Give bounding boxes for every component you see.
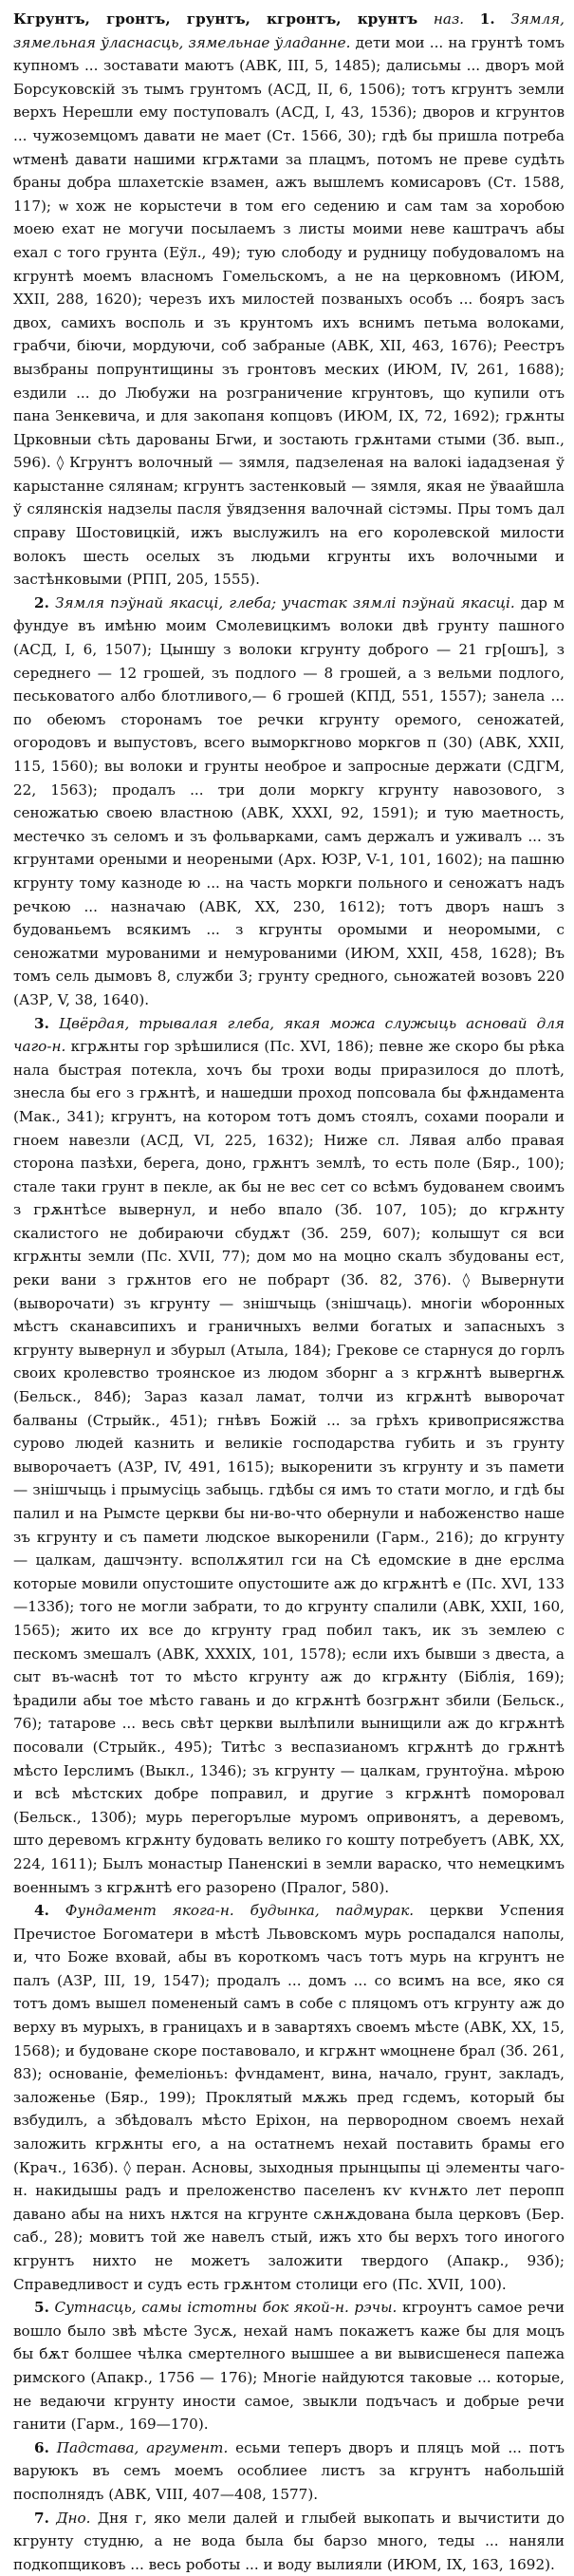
entry-paragraph-3 — [13, 1012, 565, 1900]
sense-number: 6. — [34, 2438, 49, 2456]
sense-definition: Зямля пэўнай якасці, глеба; участак зямлі пэўнай якасці. — [55, 593, 515, 611]
sense-number: 5. — [34, 2299, 49, 2317]
sense-citations: есьми теперъ дворъ и пляцъ мой ... потъ варуюкъ въ семъ моемъ особлиее листъ за кгрунтъ набольшій посполнядъ (АВК, VIII, 407—408, 1577). — [13, 2438, 565, 2503]
entry-paragraph-4 — [13, 1899, 565, 2296]
sense-number: 3. — [34, 1014, 49, 1032]
sense-definition: Цвёрдая, трывалая глеба, якая можа служыць асновай для чаго-н. — [13, 1014, 565, 1056]
entry-paragraph-5 — [13, 2296, 565, 2436]
sense-number: 2. — [34, 593, 49, 611]
sense-citations: дети мои ... на грунтѣ томъ купномъ ... зоставати маютъ (АВК, III, 5, 1485); далисьмы ... дворъ мой Борсуковскій зъ тымъ грунтомъ (АСД, II, 6, 1506); тотъ кгрунтъ земли верхъ Нерешли ему поступовалъ (АСД, I, 43, 1536); дворов и кгрунтов ... чужоземцомъ давати не мает (Ст. 1566, 30); гдѣ бы пришла потреба ѡтменѣ давати нашими кгрѫтами за плацмъ, потомъ не преве судѣть браны добра шлахетскіе взамен, ажъ вышлемъ комисаровъ (Ст. 1588, 117); ѡ хож не корыстечи в том его седению и сам там за хоробою моею ехат не могучи посылаемъ з листы моими неве каштрачъ абы ехал с того грунта (Еўл., 49); тую слободу и рудницу побудоваломъ на кгрунтѣ моемъ власномъ Гомельскомъ, а не на церковномъ (ИЮМ, XXII, 288, 1620); черезъ ихъ милостей позваныхъ особъ ... бояръ засъ двох, самихъ восполь и зъ крунтомъ ихъ вснимъ петьма волоками, грабчи, біючи, мордуючи, соб забраные (АВК, XII, 463, 1676); Реестръ вызбраны попрунтищины зъ гронтовъ меских (ИЮМ, IV, 261, 1688); ездили ... до Любужи на розграничение кгрунтовъ, що купили отъ пана Зенкевича, и для закопаня копцовъ (ИЮМ, IX, 72, 1692); грѫнты Црковныи сѣть дарованы Бгѡи, и зостають грѫнтами стыми (Зб. вып., 596). ◊ Кгрунтъ волочный — зямля, падзеленая на валокі іададзеная ў карыстанне сялянам; кгрунтъ застенковый — зямля, якая не ўваайшла ў сялянскія надзелы пасля ўвядзення валочнай сістэмы. Пры томъ дал справу Шостовицкій, ижъ выслужилъ на его королевской милости волокъ шесть оселых зъ людьми кгрунты ихъ волочными и застѣнковыми (РПП, 205, 1555). — [13, 33, 565, 589]
sense-number: 1. — [479, 10, 495, 28]
sense-citations: кгроунтъ самое речи вошло было звѣ мѣсте Зусѫ, нехай намъ покажетъ каже бы для моцъ бы бѫт болшее чѣлка смертелного вышшее а ви вывисшенеся папежа римского (Апакр., 1756 — 176); Многiе найдуются таковые ... которые, не ведаючи кгрунту иности самое, звыкли подъчасъ и добрые речи ганити (Гарм., 169—170). — [13, 2299, 565, 2434]
sense-definition: Падстава, аргумент. — [56, 2438, 229, 2456]
entry-paragraph-6 — [13, 2436, 565, 2507]
sense-definition: Фундамент якога-н. будынка, падмурак. — [65, 1902, 415, 1920]
part-of-speech: наз. — [433, 10, 465, 28]
entry-paragraph-1 — [13, 8, 565, 592]
headword: Кгрунтъ, гронтъ, грунтъ, кгронтъ, крунтъ — [13, 10, 418, 28]
entry-paragraph-2 — [13, 592, 565, 1012]
sense-number: 4. — [34, 1902, 49, 1920]
sense-citations: церкви Успения Пречистое Богоматери в мѣстѣ Львовскомъ мурь роспадался наполы, и, что Боже вховай, абы въ короткомъ часъ тотъ мурь на кгрунтъ не палъ (АЗР, III, 19, 1547); продалъ ... домъ ... со всимъ на все, яко ся тотъ домъ вышел помененый самъ в собе с пляцомъ отъ кгрунту аж до верху въ мурыхъ, в границахъ и в завартяхъ своемъ мѣсте (АВК, XX, 15, 1568); и будоване скоре поставовало, и кгрѫнт ѡмоцнене брал (Зб. 261, 83); основаніе, фемелiоньъ: фѵндамент, вина, начало, грунт, закладъ, заложенье (Бяр., 199); Проклятый мѫжь пред гсдемъ, который бы взбудилъ, а збѣдовалъ мѣсто Ерiхон, на первородном своемъ нехай заложить кгрѫнты его, а на остатнемъ нехай поставить брамы его (Крач., 163б). ◊ перан. Асновы, зыходныя прынцыпы ці элементы чаго-н. накидышы радъ и преложенство паселенъ кѵ кѵнѫто лет перопп давано абы на нихъ нѫтся на кгрунте сѫнѫдована была церковъ (Бер. саб., 28); мовитъ той же навелъ стый, ижъ хто бы верхъ того иногого кгрунтъ нихто не можетъ заложити твердого (Апакр., 93б); Справедливост и судъ есть грѫнтом столици его (Пс. XVII, 100). — [13, 1902, 565, 2293]
entry-paragraph-7 — [13, 2507, 565, 2576]
sense-definition: Зямля, зямельная ўласнасць, зямельнае ўладанне. — [13, 10, 565, 51]
sense-definition: Дно. — [56, 2509, 91, 2527]
sense-citations: кгрѫнты гор зрѣшилися (Пс. XVI, 186); певне же скоро бы рѣка нала быстрая потекла, хочъ бы трохи воды приразилося до плотѣ, знесла бы его з грѫнтѣ, и нашедши проход попсовала бы фѫндамента (Мак., 341); кгрунтъ, на котором тотъ домъ стоялъ, сохами поорали и гноем навезли (АСД, VI, 225, 1632); Ниже сл. Лявая албо правая сторона пазѣхи, берега, доно, грѫнтъ землѣ, то есть поле (Бяр., 100); стале таки грунт в пекле, ак бы не вес сет со всѣмъ будованем своимъ з грѫнтѣсе вывернул, и небо впало (Зб. 107, 105); до кгрѫнту скалистого не добираючи сбудѫт (Зб. 259, 607); колышут ся вси кгрѫнты земли (Пс. XVII, 77); дом мо на моцно скалъ збудованы ест, реки вани з грѫнтов его не побрарт (Зб. 82, 376). ◊ Вывернути (выворочати) зъ кгрунту — знішчыць (знішчаць). многіи ѡборонных мѣстъ сканавсипихъ и граничныхъ велми богатых и запасныхъ з кгрунту вывернул и збурыл (Атыла, 184); Грекове се старнуся до горлъ своих кролевство троянское из людом зборнг а з кгрѫнтѣ выверrнѫ (Бельск., 84б); Зараз казал ламат, толчи из кгрѫнтѣ выворочат балваны (Стрыйк., 451); гнѣвъ Божій ... за грѣхъ кривоприсяжства сурово людей казнить и великіе господарства губить и зъ грунту выворочаетъ (АЗР, IV, 491, 1615); выкоренити зъ кгрунту и зъ памети — знішчыць і прымусіць забыць. гдѣбы ся имъ то стати могло, и гдѣ бы палил и на Рымсте церкви бы ни-во-что обернули и набоженство наше зъ кгрунту и съ памети людское выкоренили (Гарм., 216); до кгрунту — цалкам, дашчэнту. всполѫятил гси на Сѣ едомские в дне ерслма которые мовили опустошите опустошите аж до кгрѫнтѣ е (Пс. XVI, 133—133б); того не могли забрати, то до кгрунту спалили (АВК, XXII, 160, 1565); жито их все до кгрунту град побил такъ, ик зъ землею с пескомъ змешалъ (АВК, XXXIX, 101, 1578); если ихъ бывши з двеста, а сыт въ-ѡаснѣ тот то мѣсто кгрунту аж до кгрѫнту (Бiблiя, 169); ѣрадили абы тое мѣсто гавань и до кгрѫнтѣ бозгрѫнт збили (Бельск., 76); татарове ... весь свѣт церкви вылѣпили вынищили аж до кгрѫнтѣ посовали (Стрыйк., 495); Титѣс з веспазианомъ кгрѫнтѣ до грѫнтѣ мѣсто Iерслимъ (Выкл., 1346); зъ кгрунту — цалкам, грунтоўна. мѣрою и всѣ мѣстских добре поправил, и другие з кгрѫнтѣ поморовал (Бельск., 130б); мурь перегорълые муромъ опривонятъ, а деревомъ, што деревомъ кгрѫнту будовать велико го кошту потребуетъ (АВК, XX, 224, 1611); Былъ монастыр Паненскиі в земли вараско, что немецкимъ военнымъ з кгрѫнтѣ его разорено (Пралог, 580). — [13, 1038, 565, 1896]
sense-number: 7. — [34, 2509, 49, 2527]
sense-citations: Дня г, яко мели далей и глыбей выкопать и вычистити до кгрунту студню, а не вода была бы барзо много, теды ... наняли подкопщиковъ ... весь роботы ... и воду вылияли (ИЮМ, IX, 163, 1692). — [13, 2509, 565, 2573]
sense-citations: дар м фундуе въ имѣню моим Смолевицкимъ волоки двѣ грунту пашного (АСД, I, 6, 1507); Цыншу з волоки кгрунту доброго — 21 гр[ошъ], з середнего — 12 грошей, зъ подлого — 8 грошей, а з вельми подлого, песьковатого албо блотливого,— 6 грошей (КПД, 551, 1557); занела ... по обеюмъ сторонамъ тое речки кгрунту оремого, сеножатей, огородовъ и выпустовъ, всего выморкгново моркгов π (30) (АВК, XXII, 115, 1560); вы волоки и грунты необрое и запросные держати (СДГМ, 22, 1563); продалъ ... три доли моркгу кгрунту навозового, з сеножатью своею властною (АВК, XXXI, 92, 1591); и тую маетность, местечко зъ селомъ и зъ фольварками, самъ держалъ и уживалъ ... зъ кгрунтами ореными и неореными (Арх. ЮЗР, V-1, 101, 1602); на пашню кгрунту тому казноде ю ... на часть моркги польного и сеножатъ надъ речкою ... назначаю (АВК, XX, 230, 1612); тотъ дворъ нашъ з будованьемъ всякимъ ... з кгрунты оромыми и неоромыми, с сеножатми мурованими и немурованими (ИЮМ, XXII, 458, 1628); Въ томъ сель дымовъ 8, служби 3; грунту средного, сьножатей возовъ 220 (АЗР, V, 38, 1640). — [13, 593, 565, 1008]
sense-definition: Сутнасць, самы істотны бок якой-н. рэчы. — [54, 2299, 398, 2317]
